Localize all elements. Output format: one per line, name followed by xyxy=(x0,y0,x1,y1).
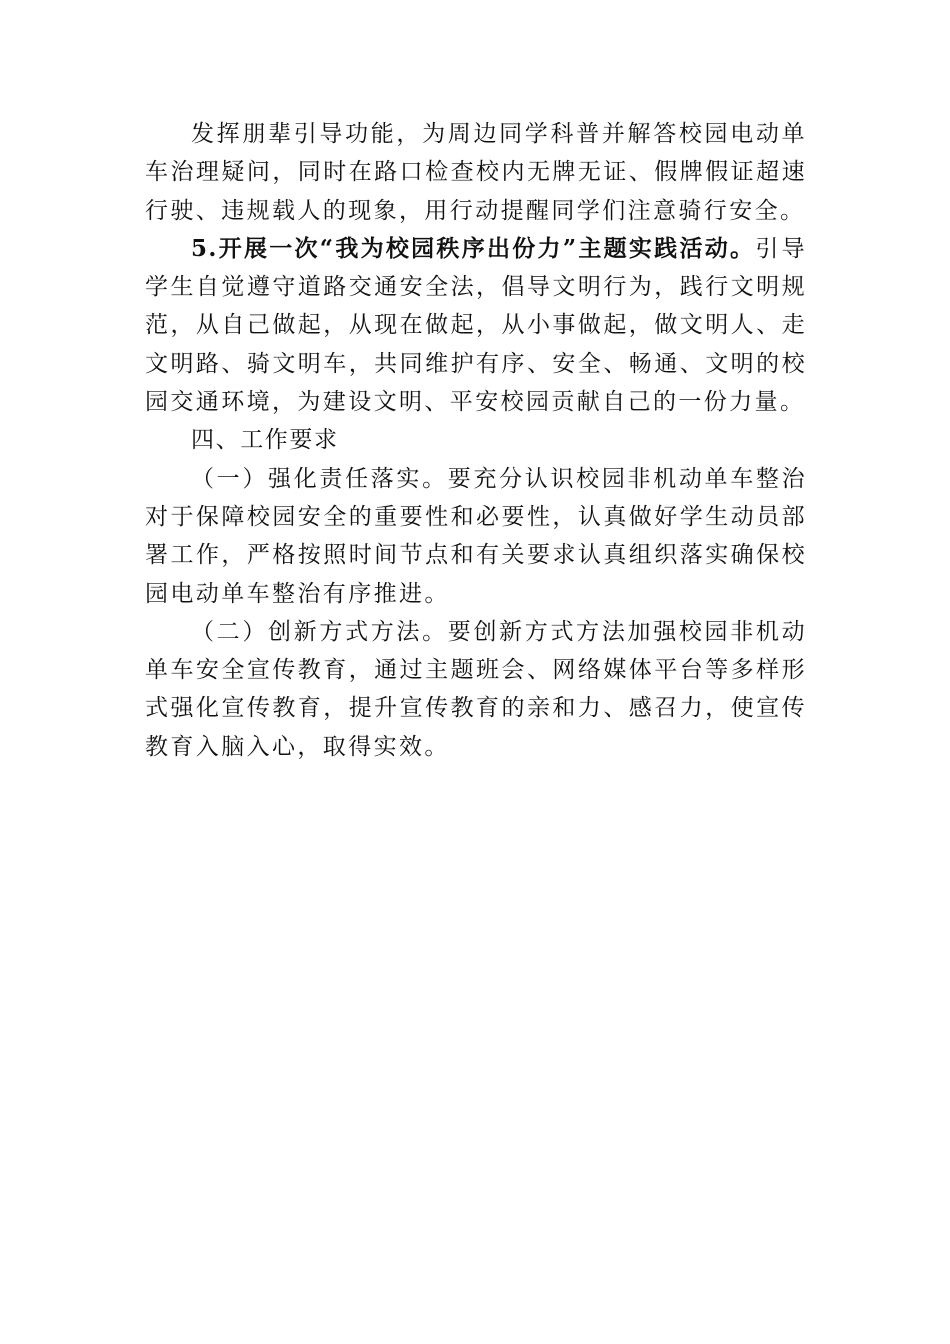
requirement-text: （一）强化责任落实。要充分认识校园非机动单车整治对于保障校园安全的重要性和必要性，认真做好学生动员部署工作，严格按照时间节点和有关要求认真组织落实确保校园电动单车整治有序推进。 xyxy=(145,465,807,607)
paragraph-practice-activity xyxy=(145,230,807,421)
requirement-responsibility xyxy=(145,460,807,613)
paragraph-lead: 5.开展一次“我为校园秩序出份力”主题实践活动。 xyxy=(191,234,756,262)
requirement-innovation xyxy=(145,613,807,766)
paragraph-text: 引导学生自觉遵守道路交通安全法，倡导文明行为，践行文明规范，从自己做起，从现在做起，从小事做起，做文明人、走文明路、骑文明车，共同维护有序、安全、畅通、文明的校园交通环境，为建设文明、平安校园贡献自己的一份力量。 xyxy=(145,235,807,416)
requirement-text: （二）创新方式方法。要创新方式方法加强校园非机动单车安全宣传教育，通过主题班会、网络媒体平台等多样形式强化宣传教育，提升宣传教育的亲和力、感召力，使宣传教育入脑入心，取得实效。 xyxy=(145,618,807,760)
paragraph-peer-guidance xyxy=(145,115,807,230)
document-page xyxy=(145,115,807,766)
paragraph-text: 发挥朋辈引导功能，为周边同学科普并解答校园电动单车治理疑问，同时在路口检查校内无牌无证、假牌假证超速行驶、违规载人的现象，用行动提醒同学们注意骑行安全。 xyxy=(145,121,807,224)
section-heading: 四、工作要求 xyxy=(191,427,339,454)
